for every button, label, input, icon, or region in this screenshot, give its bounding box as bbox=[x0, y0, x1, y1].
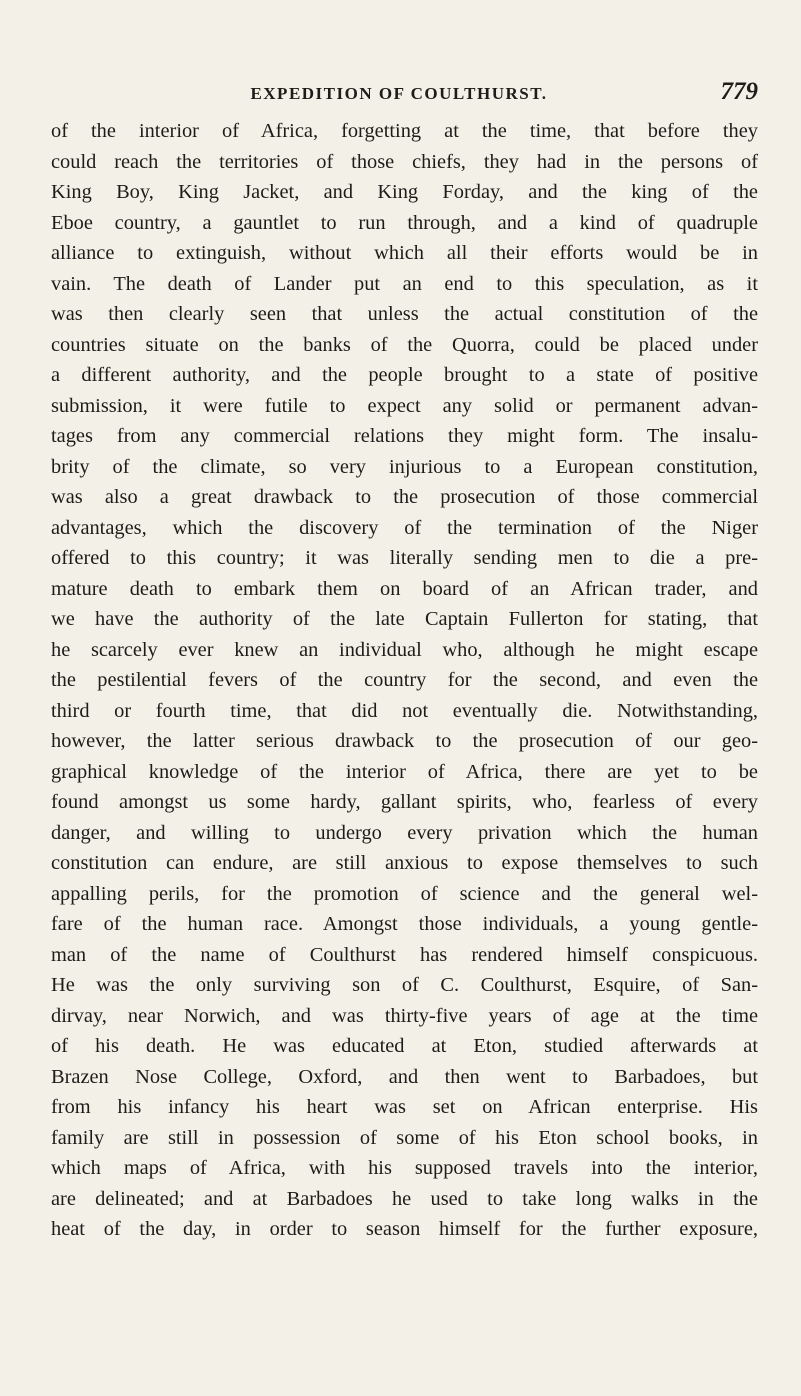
text-line: submission, it were futile to expect any solid or permanent advan- bbox=[51, 394, 758, 417]
text-line: the pestilential fevers of the country for the second, and even the bbox=[51, 669, 758, 691]
text-line: of his death. He was educated at Eton, studied afterwards at bbox=[51, 1035, 758, 1057]
text-line: Eboe country, a gauntlet to run through, and a kind of quadruple bbox=[51, 211, 758, 234]
text-line: a different authority, and the people brought to a state of positive bbox=[51, 364, 758, 386]
text-line: he scarcely ever knew an individual who, although he might escape bbox=[51, 638, 758, 661]
text-line: offered to this country; it was literally sending men to die a pre- bbox=[51, 547, 758, 569]
text-line: heat of the day, in order to season himself for the further exposure, bbox=[51, 1218, 758, 1240]
text-line: could reach the territories of those chiefs, they had in the persons of bbox=[51, 150, 758, 173]
text-line: we have the authority of the late Captain Fullerton for stating, that bbox=[51, 608, 758, 630]
text-line: which maps of Africa, with his supposed travels into the interior, bbox=[51, 1157, 758, 1179]
text-line: of the interior of Africa, forgetting at the time, that before they bbox=[51, 120, 758, 142]
text-line: countries situate on the banks of the Quorra, could be placed under bbox=[51, 333, 758, 356]
text-line: was also a great drawback to the prosecution of those commercial bbox=[51, 486, 758, 508]
text-line: advantages, which the discovery of the termination of the Niger bbox=[51, 516, 758, 539]
text-line: graphical knowledge of the interior of Africa, there are yet to be bbox=[51, 760, 758, 783]
text-line: fare of the human race. Amongst those individuals, a young gentle- bbox=[51, 913, 758, 935]
text-line: third or fourth time, that did not eventually die. Notwithstanding, bbox=[51, 699, 758, 722]
page-number: 779 bbox=[720, 78, 758, 105]
text-line: Brazen Nose College, Oxford, and then went to Barbadoes, but bbox=[51, 1065, 758, 1088]
text-line: mature death to embark them on board of an African trader, and bbox=[51, 577, 758, 600]
text-line: tages from any commercial relations they might form. The insalu- bbox=[51, 425, 758, 447]
text-line: danger, and willing to undergo every privation which the human bbox=[51, 821, 758, 844]
text-line: found amongst us some hardy, gallant spirits, who, fearless of every bbox=[51, 791, 758, 813]
text-line: He was the only surviving son of C. Coulthurst, Esquire, of San- bbox=[51, 974, 758, 996]
text-line: was then clearly seen that unless the actual constitution of the bbox=[51, 303, 758, 325]
text-line: from his infancy his heart was set on African enterprise. His bbox=[51, 1096, 758, 1118]
page-header bbox=[40, 78, 758, 112]
text-line: constitution can endure, are still anxious to expose themselves to such bbox=[51, 852, 758, 874]
text-line: family are still in possession of some of his Eton school books, in bbox=[51, 1126, 758, 1149]
text-line: brity of the climate, so very injurious to a European constitution, bbox=[51, 455, 758, 478]
text-line: appalling perils, for the promotion of science and the general wel- bbox=[51, 882, 758, 905]
text-line: King Boy, King Jacket, and King Forday, and the king of the bbox=[51, 181, 758, 203]
text-line: man of the name of Coulthurst has rendered himself conspicuous. bbox=[51, 943, 758, 966]
text-line: are delineated; and at Barbadoes he used to take long walks in the bbox=[51, 1187, 758, 1210]
text-line: vain. The death of Lander put an end to this speculation, as it bbox=[51, 272, 758, 295]
body-text bbox=[51, 116, 758, 1245]
text-line: dirvay, near Norwich, and was thirty-five years of age at the time bbox=[51, 1004, 758, 1027]
text-line: alliance to extinguish, without which all their efforts would be in bbox=[51, 242, 758, 264]
running-head: EXPEDITION OF COULTHURST. bbox=[250, 84, 548, 103]
text-line: however, the latter serious drawback to the prosecution of our geo- bbox=[51, 730, 758, 752]
